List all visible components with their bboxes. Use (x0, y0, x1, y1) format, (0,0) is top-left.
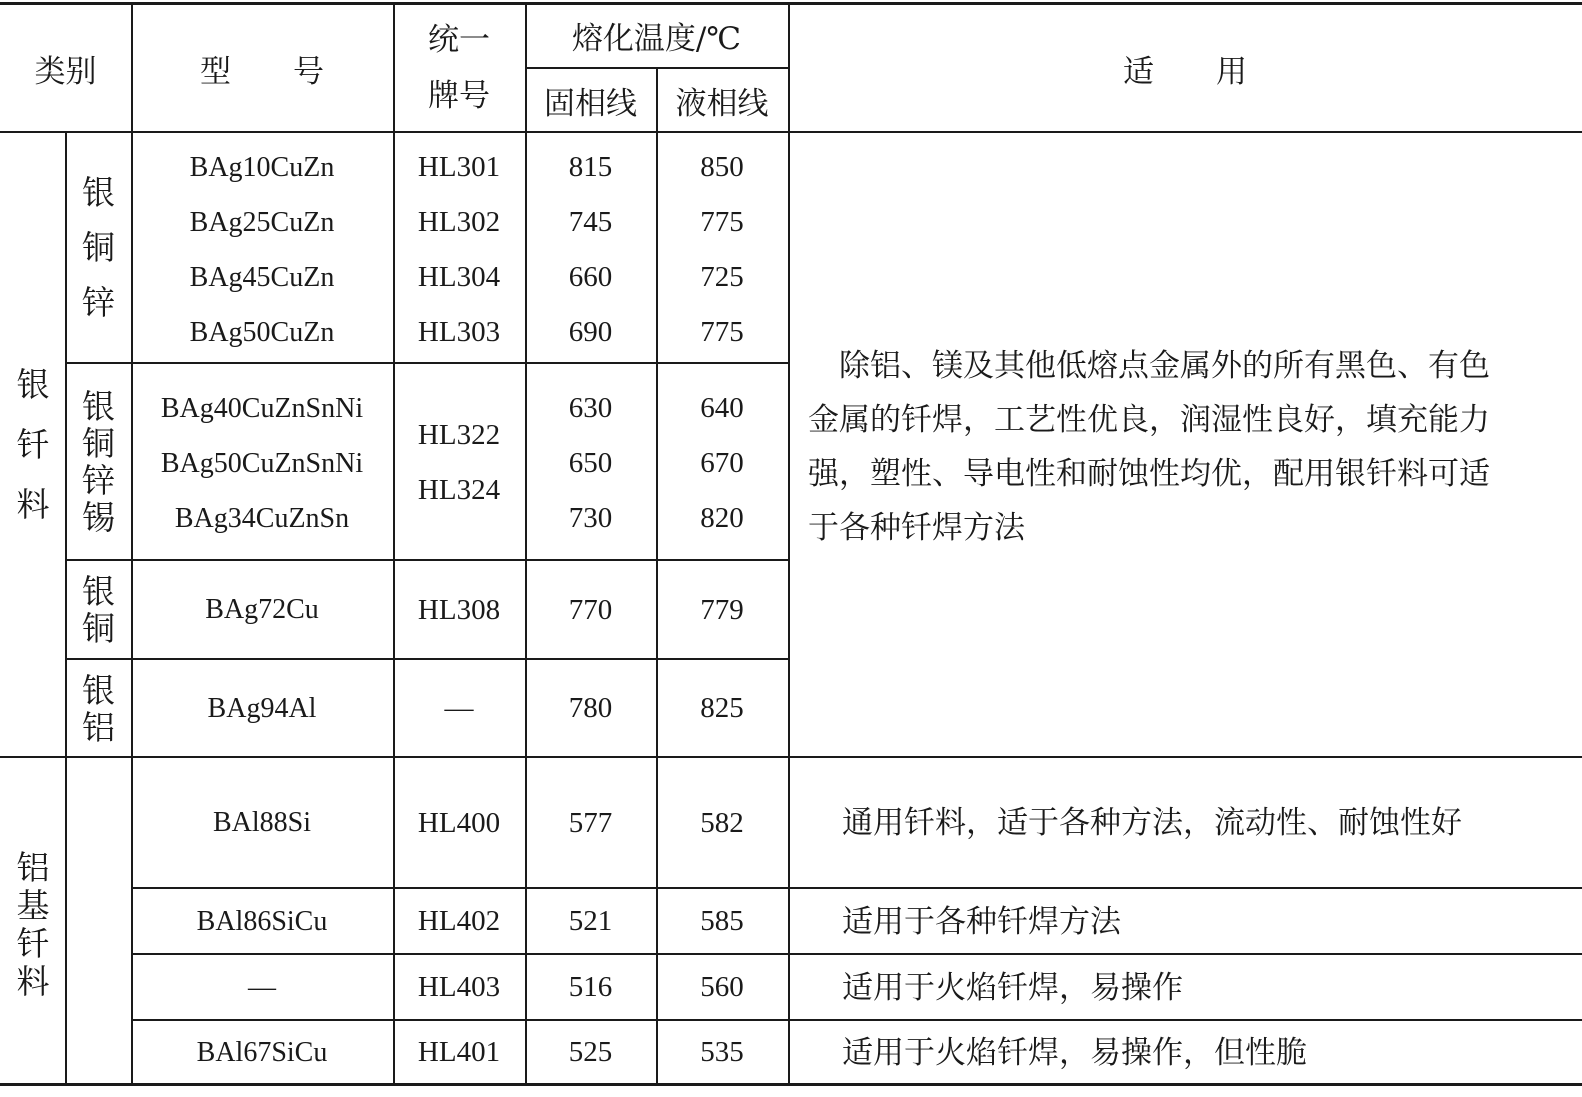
application-cell: 适用于火焰钎焊，易操作 (842, 969, 1183, 1006)
grade-cell: HL401 (417, 1036, 501, 1068)
model-cell: BAl88Si (212, 807, 312, 838)
subcategory-char: 银 (82, 572, 115, 611)
grades-ag-cu-zn (393, 140, 525, 360)
solidus-cell: 690 (568, 316, 613, 348)
grade-cell: HL303 (417, 316, 501, 348)
grade-cell: HL402 (417, 905, 501, 937)
solidus-cell: 525 (568, 1036, 613, 1068)
header-grade-line1: 统一 (428, 22, 490, 58)
model-cell: BAg10CuZn (189, 152, 335, 183)
grade-cell: HL322 (417, 419, 501, 451)
model-cell: — (248, 971, 276, 1003)
category-aluminum (0, 845, 66, 1005)
liquidus-cell: 560 (700, 971, 744, 1003)
subcategory-char: 银 (82, 173, 115, 212)
category-silver (0, 330, 66, 560)
liquidus-cell: 535 (700, 1036, 744, 1068)
subcategory-ag-al (66, 660, 131, 757)
grade-cell: HL324 (417, 474, 501, 506)
category-silver-char: 料 (16, 485, 50, 524)
model-cell: BAg40CuZnSnNi (160, 393, 364, 424)
liquidus-cell: 779 (700, 593, 744, 626)
subcategory-char: 铜 (82, 228, 115, 267)
liquidus-cell: 775 (700, 206, 744, 238)
solidus-ag-cu-zn (525, 140, 656, 360)
application-cell: 适用于火焰钎焊，易操作，但性脆 (842, 1034, 1307, 1071)
header-solidus: 固相线 (544, 85, 637, 122)
subcategory-char: 锌 (82, 461, 115, 500)
solidus-cell: 730 (568, 502, 613, 534)
header-grade (393, 4, 525, 132)
solidus-ag-cu-zn-sn (525, 381, 656, 546)
model-cell: BAg72Cu (205, 594, 319, 625)
silver-application (808, 339, 1568, 555)
solidus-cell: 521 (568, 905, 613, 937)
application-line: 强，塑性、导电性和耐蚀性均优，配用银钎料可适 (808, 456, 1490, 492)
solidus-cell: 516 (568, 971, 613, 1003)
application-cell: 通用钎料，适于各种方法，流动性、耐蚀性好 (842, 805, 1462, 841)
application-line: 除铝、镁及其他低熔点金属外的所有黑色、有色 (808, 348, 1490, 384)
grade-cell: — (444, 692, 474, 724)
models-ag-cu-zn-sn (131, 381, 393, 546)
subcategory-ag-cu-zn (66, 133, 131, 362)
subcategory-char: 银 (82, 670, 115, 710)
subcategory-char: 铝 (82, 707, 115, 747)
category-al-char: 钎 (16, 924, 50, 963)
liquidus-ag-cu-zn (656, 140, 788, 360)
model-cell: BAg45CuZn (189, 262, 335, 293)
application-line: 于各种钎焊方法 (808, 510, 1025, 546)
category-silver-char: 银 (16, 365, 50, 404)
grade-cell: HL403 (417, 971, 501, 1003)
solidus-cell: 815 (568, 151, 613, 183)
liquidus-cell: 850 (700, 151, 744, 183)
model-cell: BAg50CuZn (189, 317, 335, 348)
liquidus-cell: 640 (700, 392, 744, 424)
subcategory-char: 铜 (82, 424, 115, 463)
application-line: 金属的钎焊，工艺性优良，润湿性良好，填充能力 (808, 402, 1490, 438)
grade-cell: HL301 (417, 151, 501, 183)
solidus-cell: 780 (568, 692, 613, 724)
model-cell: BAg94Al (207, 692, 317, 724)
solidus-cell: 770 (568, 593, 613, 626)
solidus-cell: 630 (568, 392, 613, 424)
header-model: 型 号 (200, 53, 324, 90)
header-melting-temp: 熔化温度/℃ (571, 21, 742, 57)
header-liquidus: 液相线 (675, 85, 769, 122)
model-cell: BAg34CuZnSn (174, 503, 350, 534)
subcategory-char: 银 (82, 387, 115, 426)
model-cell: BAl67SiCu (196, 1036, 328, 1068)
grades-ag-cu-zn-sn (393, 408, 525, 518)
application-cell: 适用于各种钎焊方法 (842, 903, 1121, 940)
subcategory-ag-cu (66, 561, 131, 659)
liquidus-cell: 825 (700, 692, 744, 724)
liquidus-cell: 820 (700, 502, 744, 534)
model-cell: BAl86SiCu (196, 905, 328, 937)
solidus-cell: 660 (568, 261, 613, 293)
grade-cell: HL400 (417, 806, 501, 839)
liquidus-cell: 582 (700, 806, 744, 839)
subcategory-ag-cu-zn-sn (66, 364, 131, 560)
category-al-char: 基 (16, 886, 50, 925)
liquidus-ag-cu-zn-sn (656, 381, 788, 546)
liquidus-cell: 670 (700, 447, 744, 479)
category-al-char: 料 (16, 962, 50, 1001)
grade-cell: HL302 (417, 206, 501, 238)
solidus-cell: 577 (568, 806, 613, 839)
model-cell: BAg25CuZn (189, 207, 335, 238)
liquidus-cell: 585 (700, 905, 744, 937)
solidus-cell: 650 (568, 447, 613, 479)
header-category: 类别 (34, 53, 97, 90)
liquidus-cell: 725 (700, 261, 744, 293)
header-grade-line2: 牌号 (428, 78, 490, 114)
subcategory-char: 锡 (82, 498, 115, 537)
subcategory-char: 铜 (82, 609, 115, 648)
category-silver-char: 钎 (16, 425, 50, 464)
liquidus-cell: 775 (700, 316, 744, 348)
silver-divider-1 (66, 362, 788, 364)
vline-application (788, 3, 790, 1084)
model-cell: BAg50CuZnSnNi (160, 448, 364, 479)
solidus-cell: 745 (568, 206, 613, 238)
category-al-char: 铝 (16, 848, 50, 887)
grade-cell: HL304 (417, 261, 501, 293)
models-ag-cu-zn (131, 140, 393, 360)
header-application: 适 用 (1123, 53, 1247, 90)
grade-cell: HL308 (417, 593, 501, 626)
subcategory-char: 锌 (82, 283, 115, 322)
